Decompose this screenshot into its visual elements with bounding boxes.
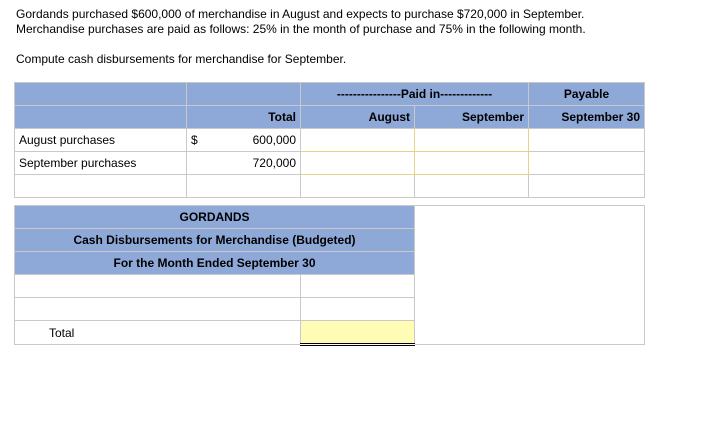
payable-header: Payable [529, 83, 645, 106]
currency-symbol: $ [191, 133, 198, 147]
budget-total-label: Total [15, 321, 301, 345]
column-header-payable: September 30 [529, 106, 645, 129]
budget-line-label-input[interactable] [15, 275, 301, 298]
budget-company-name: GORDANDS [15, 206, 415, 229]
table-row-august-purchases [15, 129, 645, 152]
paid-in-header: ----------------Paid in------------- [301, 83, 529, 106]
august-paid-input[interactable] [301, 152, 415, 175]
row-label: September purchases [15, 152, 187, 175]
total-value: 720,000 [252, 156, 296, 170]
problem-line-1: Gordands purchased $600,000 of merchandise in August and expects to purchase $720,000 in September. [16, 7, 585, 21]
problem-statement [16, 7, 706, 37]
total-cell [187, 152, 301, 175]
budget-total-input[interactable] [301, 321, 415, 345]
august-paid-input[interactable] [301, 129, 415, 152]
budget-period: For the Month Ended September 30 [15, 252, 415, 275]
september-paid-input[interactable] [415, 129, 529, 152]
table-row-blank [15, 175, 645, 198]
budget-line-amount-input[interactable] [301, 298, 415, 321]
column-header-total: Total [187, 106, 301, 129]
row-label: August purchases [15, 129, 187, 152]
column-header-august: August [301, 106, 415, 129]
column-header-september: September [415, 106, 529, 129]
cash-disbursements-budget-table [14, 205, 645, 346]
september-paid-input[interactable] [415, 152, 529, 175]
budget-line-amount-input[interactable] [301, 275, 415, 298]
total-value: 600,000 [252, 133, 296, 147]
budget-line-label-input[interactable] [15, 298, 301, 321]
problem-line-2: Merchandise purchases are paid as follows: 25% in the month of purchase and 75% in the following month. [16, 22, 586, 36]
purchases-schedule-table [14, 82, 645, 198]
budget-title: Cash Disbursements for Merchandise (Budgeted) [15, 229, 415, 252]
total-cell [187, 129, 301, 152]
table-row-september-purchases [15, 152, 645, 175]
instruction-text: Compute cash disbursements for merchandise for September. [16, 52, 347, 66]
